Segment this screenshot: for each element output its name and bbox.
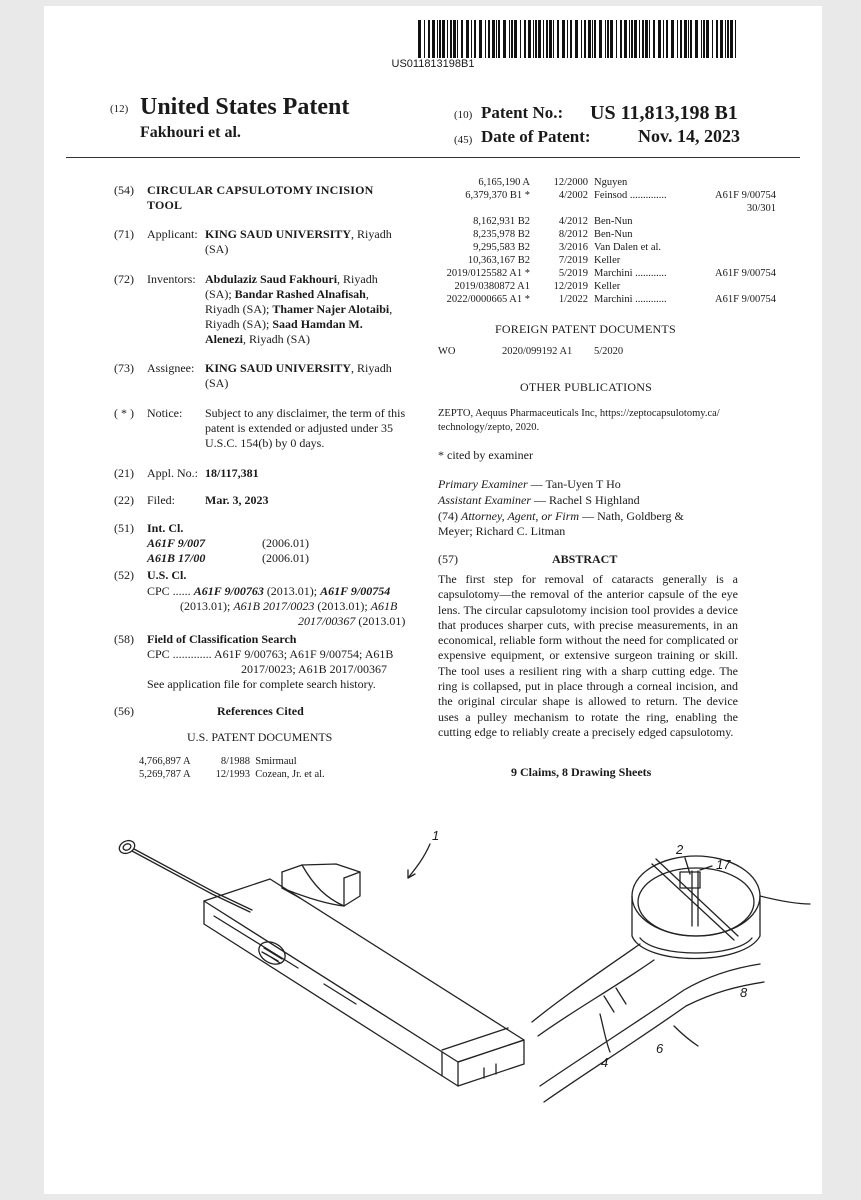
primary-examiner: Primary Examiner — Tan-Uyen T Ho xyxy=(438,477,621,491)
assistant-examiner: Assistant Examiner — Rachel S Highland xyxy=(438,493,640,507)
us-doc-row: 5,269,787 A 12/1993 Cozean, Jr. et al. xyxy=(139,769,325,780)
doc-type: United States Patent xyxy=(140,94,350,120)
ref-row: 9,295,583 B2 3/2016 Van Dalen et al. xyxy=(473,242,662,253)
abstract-heading: ABSTRACT xyxy=(552,552,618,566)
field-code: (58) xyxy=(114,632,134,646)
uscl-label: U.S. Cl. xyxy=(147,568,187,582)
assignee-line-1: KING SAUD UNIVERSITY, Riyadh xyxy=(205,361,392,375)
ref-row: 8,235,978 B2 8/2012 Ben-Nun xyxy=(473,229,633,240)
patent-page xyxy=(44,6,822,1194)
assignee-label: Assignee: xyxy=(147,361,195,375)
foreign-doc-row: WO 2020/099192 A1 5/2020 xyxy=(438,346,624,357)
notice-label: Notice: xyxy=(147,406,183,420)
notice-line-3: U.S.C. 154(b) by 0 days. xyxy=(205,436,325,450)
claims-sheets: 9 Claims, 8 Drawing Sheets xyxy=(511,765,652,779)
cpc-line-2: (2013.01); A61B 2017/0023 (2013.01); A61B xyxy=(180,599,398,613)
intcl-class-2: A61B 17/00 xyxy=(147,551,206,565)
attorney-line-2: Meyer; Richard C. Litman xyxy=(438,524,566,538)
code-12: (12) xyxy=(110,103,129,115)
filed-label: Filed: xyxy=(147,493,176,507)
title-line-1: CIRCULAR CAPSULOTOMY INCISION xyxy=(147,183,374,197)
attorney-line-1: (74) Attorney, Agent, or Firm — Nath, Goldberg & xyxy=(438,509,684,523)
code-45: (45) xyxy=(454,134,473,146)
applicant-label: Applicant: xyxy=(147,227,198,241)
inventors-line-1: Abdulaziz Saud Fakhouri, Riyadh xyxy=(205,272,378,286)
field-cpc-line-1: CPC ............. A61F 9/00763; A61F 9/00754; A61B xyxy=(147,647,394,661)
field-cpc-line-2: 2017/0023; A61B 2017/00367 xyxy=(241,662,388,676)
drawing-label-4: 4 xyxy=(601,1055,609,1070)
applicant-line-2: (SA) xyxy=(205,242,229,256)
ref-row: 6,165,190 A 12/2000 Nguyen xyxy=(478,177,628,188)
date-label: Date of Patent: xyxy=(481,127,591,146)
applicant-code: (71) xyxy=(114,227,134,241)
notice-line-1: Subject to any disclaimer, the term of this xyxy=(205,406,406,420)
field-label: Field of Classification Search xyxy=(147,632,297,646)
ref-row: 2019/0380872 A1 12/2019 Keller xyxy=(454,281,621,292)
drawing-label-17: 17 xyxy=(716,857,731,872)
appl-code: (21) xyxy=(114,466,134,480)
title-line-2: TOOL xyxy=(147,198,183,212)
cited-note: * cited by examiner xyxy=(438,448,533,462)
us-doc-row: 4,766,897 A 8/1988 Smirmaul xyxy=(139,756,297,767)
abstract-code: (57) xyxy=(438,552,458,566)
inventors-line-5: Alenezi, Riyadh (SA) xyxy=(205,332,310,346)
assignee-code: (73) xyxy=(114,361,134,375)
appl-label: Appl. No.: xyxy=(147,466,198,480)
intcl-label: Int. Cl. xyxy=(147,521,184,535)
other-pub-line-1: ZEPTO, Aequus Pharmaceuticals Inc, https://zeptocapsulotomy.ca/ xyxy=(438,408,720,419)
inventors-label: Inventors: xyxy=(147,272,196,286)
notice-code: ( * ) xyxy=(114,406,134,420)
intcl-class-1: A61F 9/007 xyxy=(147,536,206,550)
inventors-line-3: Riyadh (SA); Thamer Najer Alotaibi, xyxy=(205,302,393,316)
ref-row: 2022/0000665 A1 * 1/2022 Marchini ............ A61F 9/00754 xyxy=(446,294,776,305)
field-see: See application file for complete search history. xyxy=(147,677,376,691)
cpc-line-3: 2017/00367 (2013.01) xyxy=(298,614,406,628)
intcl-version-2: (2006.01) xyxy=(262,551,309,565)
inventors-line-2: (SA); Bandar Rashed Alnafisah, xyxy=(205,287,369,301)
intcl-code: (51) xyxy=(114,521,134,535)
other-pub-line-2: technology/zepto, 2020. xyxy=(438,422,540,433)
assignee-line-2: (SA) xyxy=(205,376,229,390)
foreign-label: FOREIGN PATENT DOCUMENTS xyxy=(495,322,676,336)
applicant-line-1: KING SAUD UNIVERSITY, Riyadh xyxy=(205,227,392,241)
barcode-number: US011813198B1 xyxy=(391,58,475,70)
patent-no-label: Patent No.: xyxy=(481,103,564,122)
drawing-label-6: 6 xyxy=(656,1041,664,1056)
appl-no: 18/117,381 xyxy=(205,466,259,480)
patent-drawing xyxy=(44,6,822,1194)
filed-date: Mar. 3, 2023 xyxy=(205,493,269,507)
drawing-label-2: 2 xyxy=(676,842,684,857)
inventor-short: Fakhouri et al. xyxy=(140,124,241,141)
ref-row: 30/301 xyxy=(746,203,776,214)
inventors-code: (72) xyxy=(114,272,134,286)
ref-row: 2019/0125582 A1 * 5/2019 Marchini ............ A61F 9/00754 xyxy=(446,268,776,279)
title-code: (54) xyxy=(114,183,134,197)
ref-row: 8,162,931 B2 4/2012 Ben-Nun xyxy=(473,216,633,227)
refs-code: (56) xyxy=(114,704,134,718)
drawing-label-8: 8 xyxy=(740,985,748,1000)
ref-row: 10,363,167 B2 7/2019 Keller xyxy=(467,255,621,266)
uscl-code: (52) xyxy=(114,568,134,582)
notice-line-2: patent is extended or adjusted under 35 xyxy=(205,421,393,435)
intcl-version-1: (2006.01) xyxy=(262,536,309,550)
inventors-line-4: Riyadh (SA); Saad Hamdan M. xyxy=(205,317,363,331)
patent-date: Nov. 14, 2023 xyxy=(638,126,741,146)
cpc-line-1: CPC ...... A61F 9/00763 (2013.01); A61F 9/00754 xyxy=(147,584,391,598)
patent-no: US 11,813,198 B1 xyxy=(590,102,738,124)
refs-label: References Cited xyxy=(217,704,304,718)
code-10: (10) xyxy=(454,109,473,121)
drawing-label-1: 1 xyxy=(432,828,440,843)
us-docs-label: U.S. PATENT DOCUMENTS xyxy=(187,730,333,744)
ref-row: 6,379,370 B1 * 4/2002 Feinsod .............. A61F 9/00754 xyxy=(465,190,776,201)
abstract-text: The first step for removal of cataracts generally is a capsulotomy—the removal of the anterior capsule of the eye lens. The circular capsulotomy incision tool provides a device that produces sharper cuts, with precise measurements, in an economical, reliable form without the need for complicated or expensive equipment, or extensive surgeon training or skill. The tool uses a resilient ring with a sharp cutting edge. The ring is collapsed, put in place through a corneal incision, and the original circular shape is allowed to return. The device uses a pulley mechanism to rotate the ring, enabling the cutting edge to reliably create a precisely edged capsulotomy. xyxy=(438,572,738,739)
filed-code: (22) xyxy=(114,493,134,507)
other-pubs-label: OTHER PUBLICATIONS xyxy=(520,380,652,394)
